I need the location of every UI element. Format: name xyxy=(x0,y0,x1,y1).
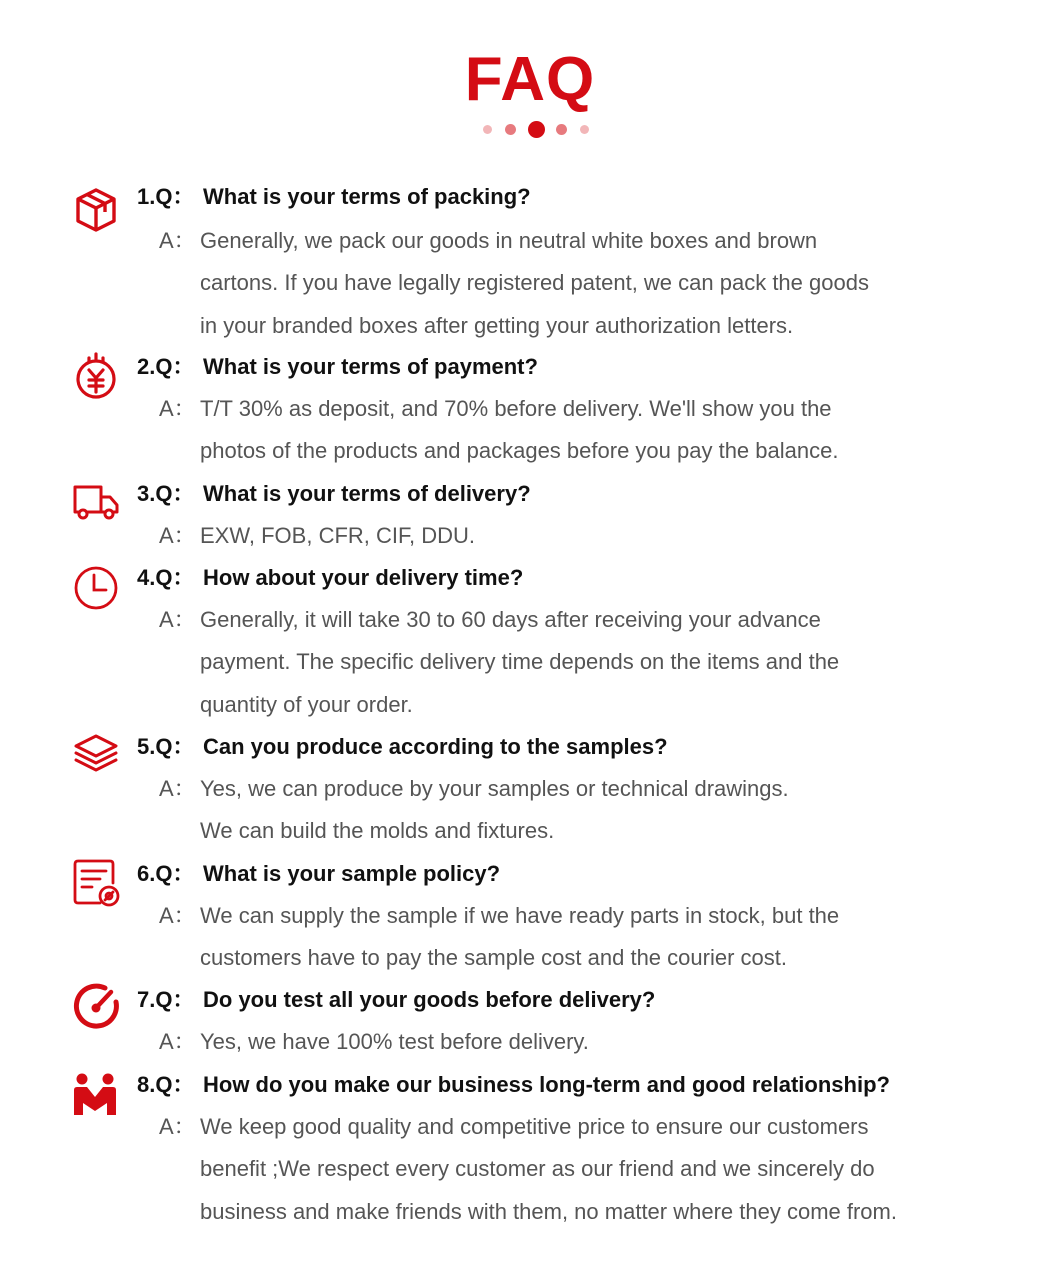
answer-text: Yes, we can produce by your samples or technical drawings. We can build the molds and fixtures. xyxy=(200,776,789,844)
answer-text: Yes, we have 100% test before delivery. xyxy=(200,1029,589,1054)
question-number: 3.Q： xyxy=(137,481,195,506)
answer-prefix: A： xyxy=(159,607,196,632)
question-text: What is your sample policy? xyxy=(203,861,501,886)
gauge-icon xyxy=(72,982,120,1030)
question-number: 5.Q： xyxy=(137,734,195,759)
question xyxy=(137,182,531,212)
answer-prefix: A： xyxy=(159,776,196,801)
question-number: 4.Q： xyxy=(137,565,195,590)
question-text: How about your delivery time? xyxy=(203,565,524,590)
question xyxy=(137,352,538,382)
decoration-dot xyxy=(528,121,545,138)
question-number: 6.Q： xyxy=(137,861,195,886)
yen-alarm-icon xyxy=(72,352,120,400)
answer-prefix: A： xyxy=(159,903,196,928)
decoration-dot xyxy=(483,125,492,134)
question-text: What is your terms of payment? xyxy=(203,354,538,379)
box-icon xyxy=(72,186,120,234)
answer xyxy=(159,388,1039,473)
question-number: 7.Q： xyxy=(137,987,195,1012)
question xyxy=(137,1070,890,1100)
clock-icon xyxy=(72,564,120,612)
answer xyxy=(159,220,1039,347)
question xyxy=(137,563,523,593)
question-text: How do you make our business long-term and good relationship? xyxy=(203,1072,890,1097)
document-policy-icon xyxy=(72,859,120,907)
answer-text: EXW, FOB, CFR, CIF, DDU. xyxy=(200,523,476,548)
answer-text: We can supply the sample if we have ready parts in stock, but the customers have to pay the sample cost and the courier cost. xyxy=(200,903,840,971)
answer xyxy=(159,515,1039,557)
question-text: What is your terms of packing? xyxy=(203,184,531,209)
answer-prefix: A： xyxy=(159,228,196,253)
question-text: Do you test all your goods before delivery? xyxy=(203,987,656,1012)
page-title: FAQ xyxy=(464,45,596,114)
answer xyxy=(159,1021,1039,1063)
answer xyxy=(159,599,1039,726)
decoration-dot xyxy=(580,125,589,134)
question-number: 1.Q： xyxy=(137,184,195,209)
question xyxy=(137,479,531,509)
answer-text: T/T 30% as deposit, and 70% before delivery. We'll show you the photos of the products and packages before you pay the balance. xyxy=(200,396,839,464)
answer-text: We keep good quality and competitive price to ensure our customers benefit ;We respect every customer as our friend and we sincerely do business and make friends with them, no matter where they come from. xyxy=(200,1114,897,1224)
answer-prefix: A： xyxy=(159,1114,196,1139)
answer xyxy=(159,1106,1039,1233)
question xyxy=(137,859,500,889)
answer xyxy=(159,895,1039,980)
question-text: What is your terms of delivery? xyxy=(203,481,531,506)
truck-icon xyxy=(72,479,120,527)
handshake-people-icon xyxy=(72,1073,120,1121)
answer-prefix: A： xyxy=(159,396,196,421)
answer-prefix: A： xyxy=(159,1029,196,1054)
question-text: Can you produce according to the samples? xyxy=(203,734,668,759)
decoration-dot xyxy=(505,124,516,135)
answer-text: Generally, it will take 30 to 60 days after receiving your advance payment. The specific delivery time depends on the items and the quantity of your order. xyxy=(200,607,840,717)
answer-text: Generally, we pack our goods in neutral white boxes and brown cartons. If you have legally registered patent, we can pack the goods in your branded boxes after getting your authorization letters. xyxy=(200,228,869,338)
title-decoration-dots xyxy=(0,120,1060,140)
question-number: 2.Q： xyxy=(137,354,195,379)
question xyxy=(137,732,668,762)
answer-prefix: A： xyxy=(159,523,196,548)
layers-icon xyxy=(72,731,120,779)
question-number: 8.Q： xyxy=(137,1072,195,1097)
answer xyxy=(159,768,1039,853)
question xyxy=(137,985,655,1015)
decoration-dot xyxy=(556,124,567,135)
